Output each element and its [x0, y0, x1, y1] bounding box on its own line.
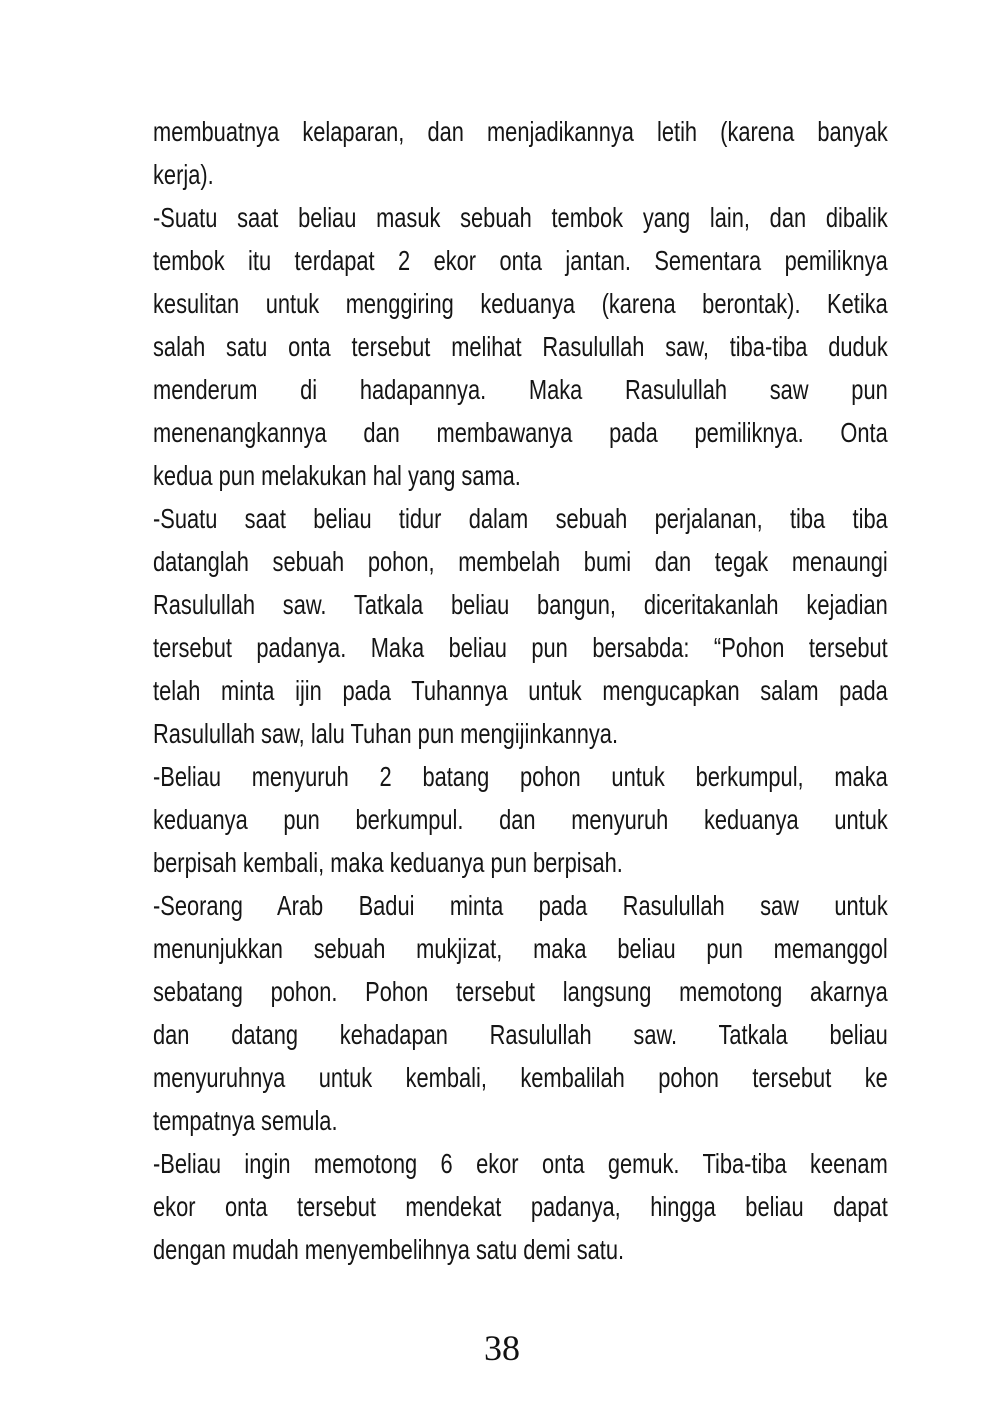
paragraph [153, 884, 888, 1142]
text-line: -Seorang Arab Badui minta pada Rasulullah saw untuk [153, 890, 888, 921]
text-line: -Beliau ingin memotong 6 ekor onta gemuk. Tiba-tiba keenam [153, 1148, 888, 1179]
text-line: tempatnya semula. [153, 1105, 338, 1136]
text-line: berpisah kembali, maka keduanya pun berpisah. [153, 847, 623, 878]
text-line: kerja). [153, 159, 214, 190]
text-line: menunjukkan sebuah mukjizat, maka beliau pun memanggol [153, 933, 888, 964]
text-line: -Beliau menyuruh 2 batang pohon untuk berkumpul, maka [153, 761, 888, 792]
text-line: telah minta ijin pada Tuhannya untuk mengucapkan salam pada [153, 675, 888, 706]
text-line: dengan mudah menyembelihnya satu demi satu. [153, 1234, 625, 1265]
text-line: menderum di hadapannya. Maka Rasulullah saw pun [153, 374, 888, 405]
text-line: -Suatu saat beliau tidur dalam sebuah perjalanan, tiba tiba [153, 503, 888, 534]
paragraph [153, 755, 888, 884]
text-line: membuatnya kelaparan, dan menjadikannya letih (karena banyak [153, 116, 888, 147]
text-line: menyuruhnya untuk kembali, kembalilah pohon tersebut ke [153, 1062, 888, 1093]
text-line: Rasulullah saw. Tatkala beliau bangun, diceritakanlah kejadian [153, 589, 888, 620]
text-line: salah satu onta tersebut melihat Rasulullah saw, tiba-tiba duduk [153, 331, 888, 362]
paragraph [153, 110, 888, 196]
text-line: kesulitan untuk menggiring keduanya (karena berontak). Ketika [153, 288, 888, 319]
text-line: keduanya pun berkumpul. dan menyuruh keduanya untuk [153, 804, 888, 835]
text-line: tembok itu terdapat 2 ekor onta jantan. Sementara pemiliknya [153, 245, 888, 276]
paragraph [153, 1142, 888, 1271]
text-line: dan datang kehadapan Rasulullah saw. Tatkala beliau [153, 1019, 888, 1050]
text-line: tersebut padanya. Maka beliau pun bersabda: “Pohon tersebut [153, 632, 888, 663]
text-line: -Suatu saat beliau masuk sebuah tembok yang lain, dan dibalik [153, 202, 888, 233]
paragraph [153, 497, 888, 755]
text-line: sebatang pohon. Pohon tersebut langsung memotong akarnya [153, 976, 888, 1007]
text-line: kedua pun melakukan hal yang sama. [153, 460, 521, 491]
text-line: Rasulullah saw, lalu Tuhan pun mengijinkannya. [153, 718, 619, 749]
body-text [153, 110, 888, 1271]
text-line: ekor onta tersebut mendekat padanya, hingga beliau dapat [153, 1191, 888, 1222]
page-number: 38 [484, 1328, 520, 1368]
text-line: datanglah sebuah pohon, membelah bumi dan tegak menaungi [153, 546, 888, 577]
text-line: menenangkannya dan membawanya pada pemiliknya. Onta [153, 417, 888, 448]
paragraph [153, 196, 888, 497]
